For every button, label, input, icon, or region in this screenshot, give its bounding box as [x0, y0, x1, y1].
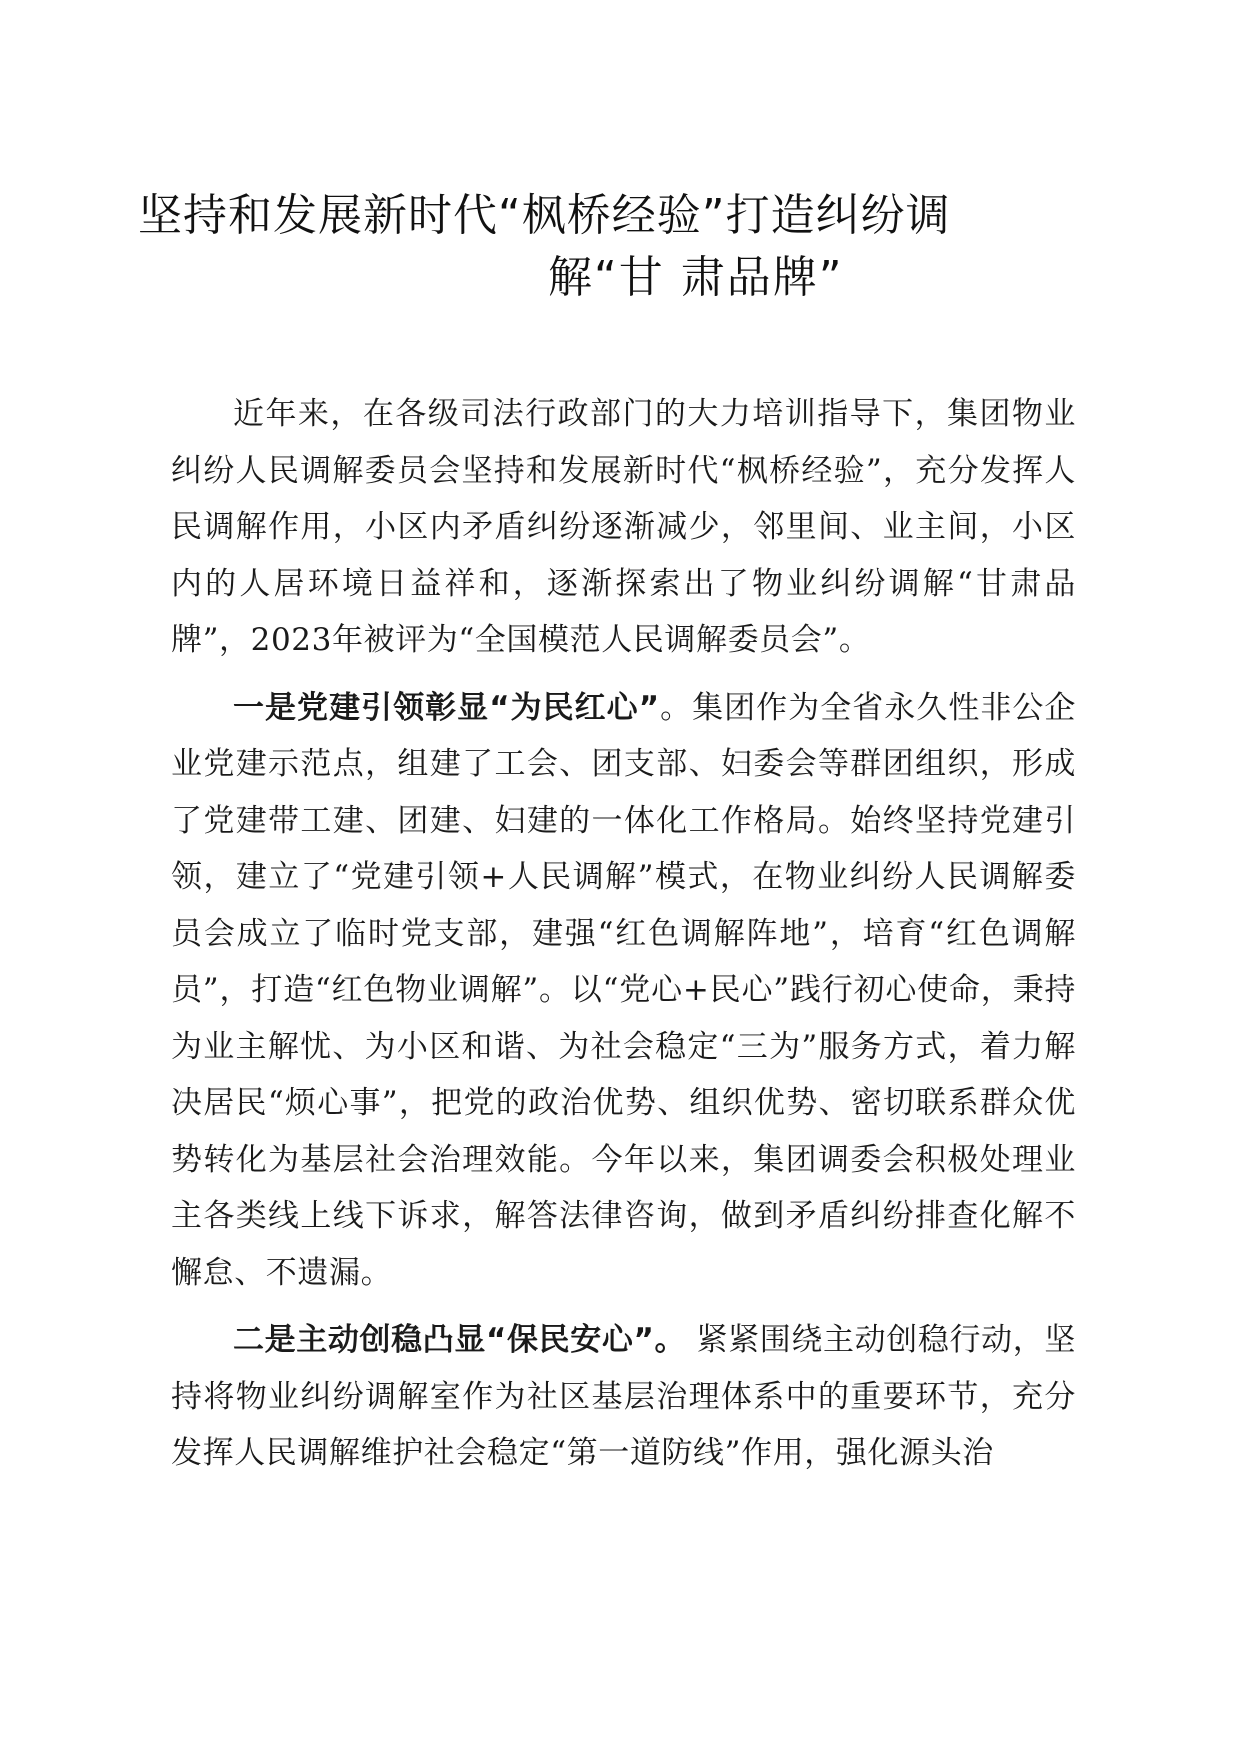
paragraph-party-building: [171, 680, 1076, 1302]
paragraph-lead: 二是主动创稳凸显“保民安心”。: [233, 1322, 687, 1358]
paragraph-intro: [171, 386, 1076, 669]
paragraph-text: 近年来，在各级司法行政部门的大力培训指导下，集团物业纠纷人民调解委员会坚持和发展新时代“枫桥经验”，充分发挥人民调解作用，小区内矛盾纠纷逐渐减少，邻里间、业主间，小区内的人居环境日益祥和，逐渐探索出了物业纠纷调解“甘肃品牌”，2023年被评为“全国模范人民调解委员会”。: [171, 396, 1076, 658]
document-body: [171, 386, 1076, 1482]
title-line-1: 坚持和发展新时代“枫桥经验”打造纠纷调: [138, 190, 951, 241]
paragraph-lead: 一是党建引领彰显“为民红心”: [233, 689, 660, 726]
paragraph-text: 。集团作为全省永久性非公企业党建示范点，组建了工会、团支部、妇委会等群团组织，形成了党建带工建、团建、妇建的一体化工作格局。始终坚持党建引领，建立了“党建引领+人民调解”模式，在物业纠纷人民调解委员会成立了临时党支部，建强“红色调解阵地”，培育“红色调解员”，打造“红色物业调解”。以“党心+民心”践行初心使命，秉持为业主解忧、为小区和谐、为社会稳定“三为”服务方式，着力解决居民“烦心事”，把党的政治优势、组织优势、密切联系群众优势转化为基层社会治理效能。今年以来，集团调委会积极处理业主各类线上线下诉求，解答法律咨询，做到矛盾纠纷排查化解不懈怠、不遗漏。: [171, 689, 1076, 1291]
paragraph-text: 紧紧围绕主动创稳行动，坚持将物业纠纷调解室作为社区基层治理体系中的重要环节，充分发挥人民调解维护社会稳定“第一道防线”作用，强化源头治: [171, 1322, 1076, 1471]
title-line-2: 解“甘 肃品牌”: [548, 252, 844, 303]
paragraph-stability: [171, 1312, 1076, 1482]
document-title: [130, 185, 1110, 309]
